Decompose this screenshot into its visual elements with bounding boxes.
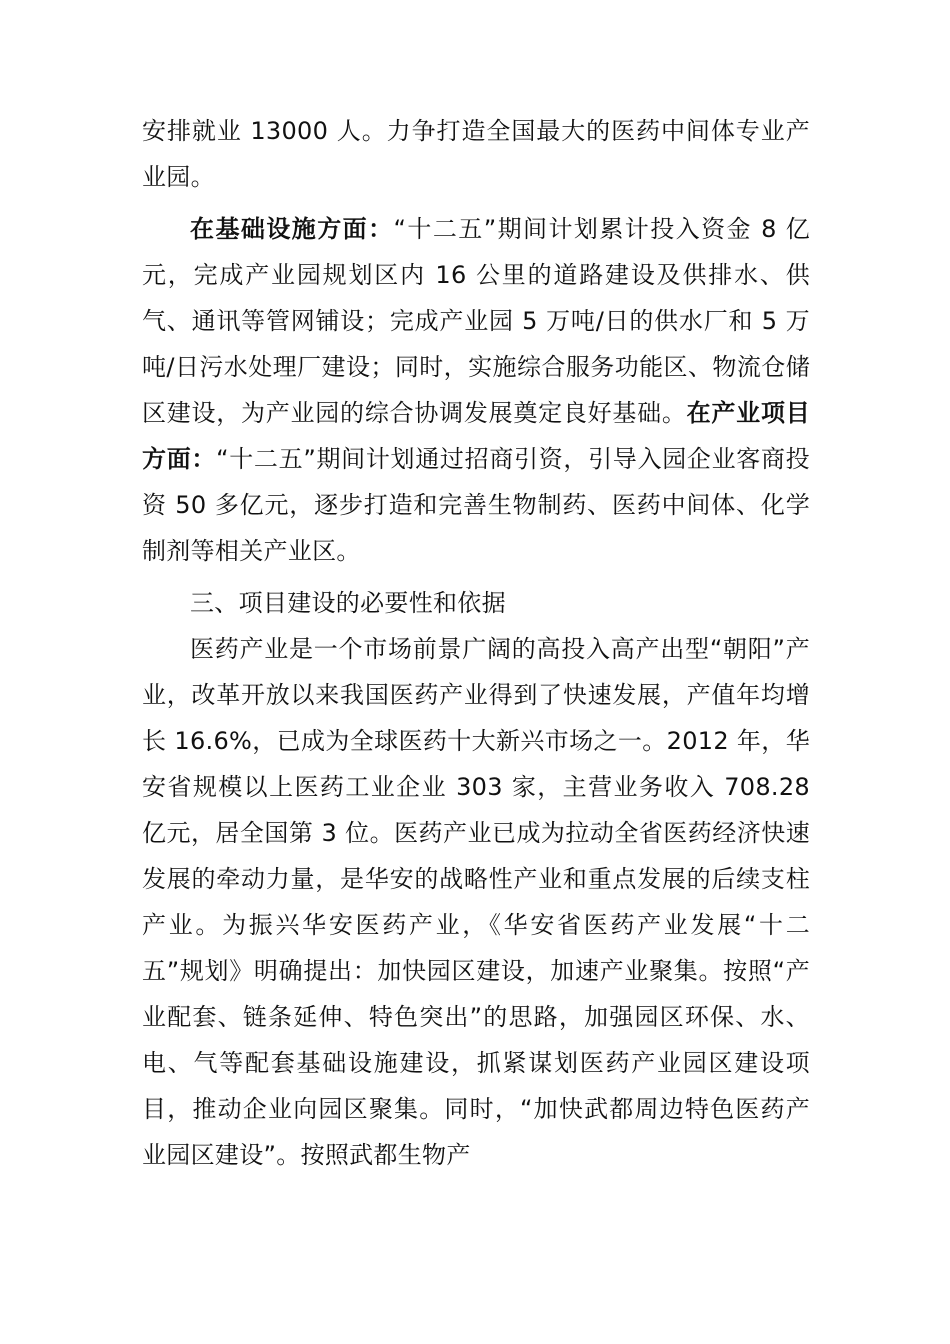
industry-heading: 在产业项目方面： [142,399,811,473]
industry-text: “十二五”期间计划通过招商引资，引导入园企业客商投资 50 多亿元，逐步打造和完善生物制药、医药中间体、化学制剂等相关产业区。 [142,445,810,565]
document-body [142,108,810,1178]
infrastructure-text: “十二五”期间计划累计投入资金 8 亿元，完成产业园规划区内 16 公里的道路建设及供排水、供气、通讯等管网铺设；完成产业园 5 万吨/日的供水厂和 5 万吨/日污水处理厂建设；同时，实施综合服务功能区、物流仓储区建设，为产业园的综合协调发展奠定良好基础。 [142,215,811,427]
paragraph-employment: 安排就业 13000 人。力争打造全国最大的医药中间体专业产业园。 [142,117,810,191]
infrastructure-heading: 在基础设施方面： [190,215,394,243]
paragraph-infrastructure-industry [142,206,810,574]
section-heading: 三、项目建设的必要性和依据 [190,589,506,617]
paragraph-necessity: 医药产业是一个市场前景广阔的高投入高产出型“朝阳”产业，改革开放以来我国医药产业得到了快速发展，产值年均增长 16.6%，已成为全球医药十大新兴市场之一。2012 年，华安省规模以上医药工业企业 303 家，主营业务收入 708.28 亿元，居全国第 3 位。医药产业已成为拉动全省医药经济快速发展的牵动力量，是华安的战略性产业和重点发展的后续支柱产业。为振兴华安医药产业，《华安省医药产业发展“十二五”规划》明确提出：加快园区建设，加速产业聚集。按照“产业配套、链条延伸、特色突出”的思路，加强园区环保、水、电、气等配套基础设施建设，抓紧谋划医药产业园区建设项目，推动企业向园区聚集。同时，“加快武都周边特色医药产业园区建设”。按照武都生物产 [142,635,810,1169]
